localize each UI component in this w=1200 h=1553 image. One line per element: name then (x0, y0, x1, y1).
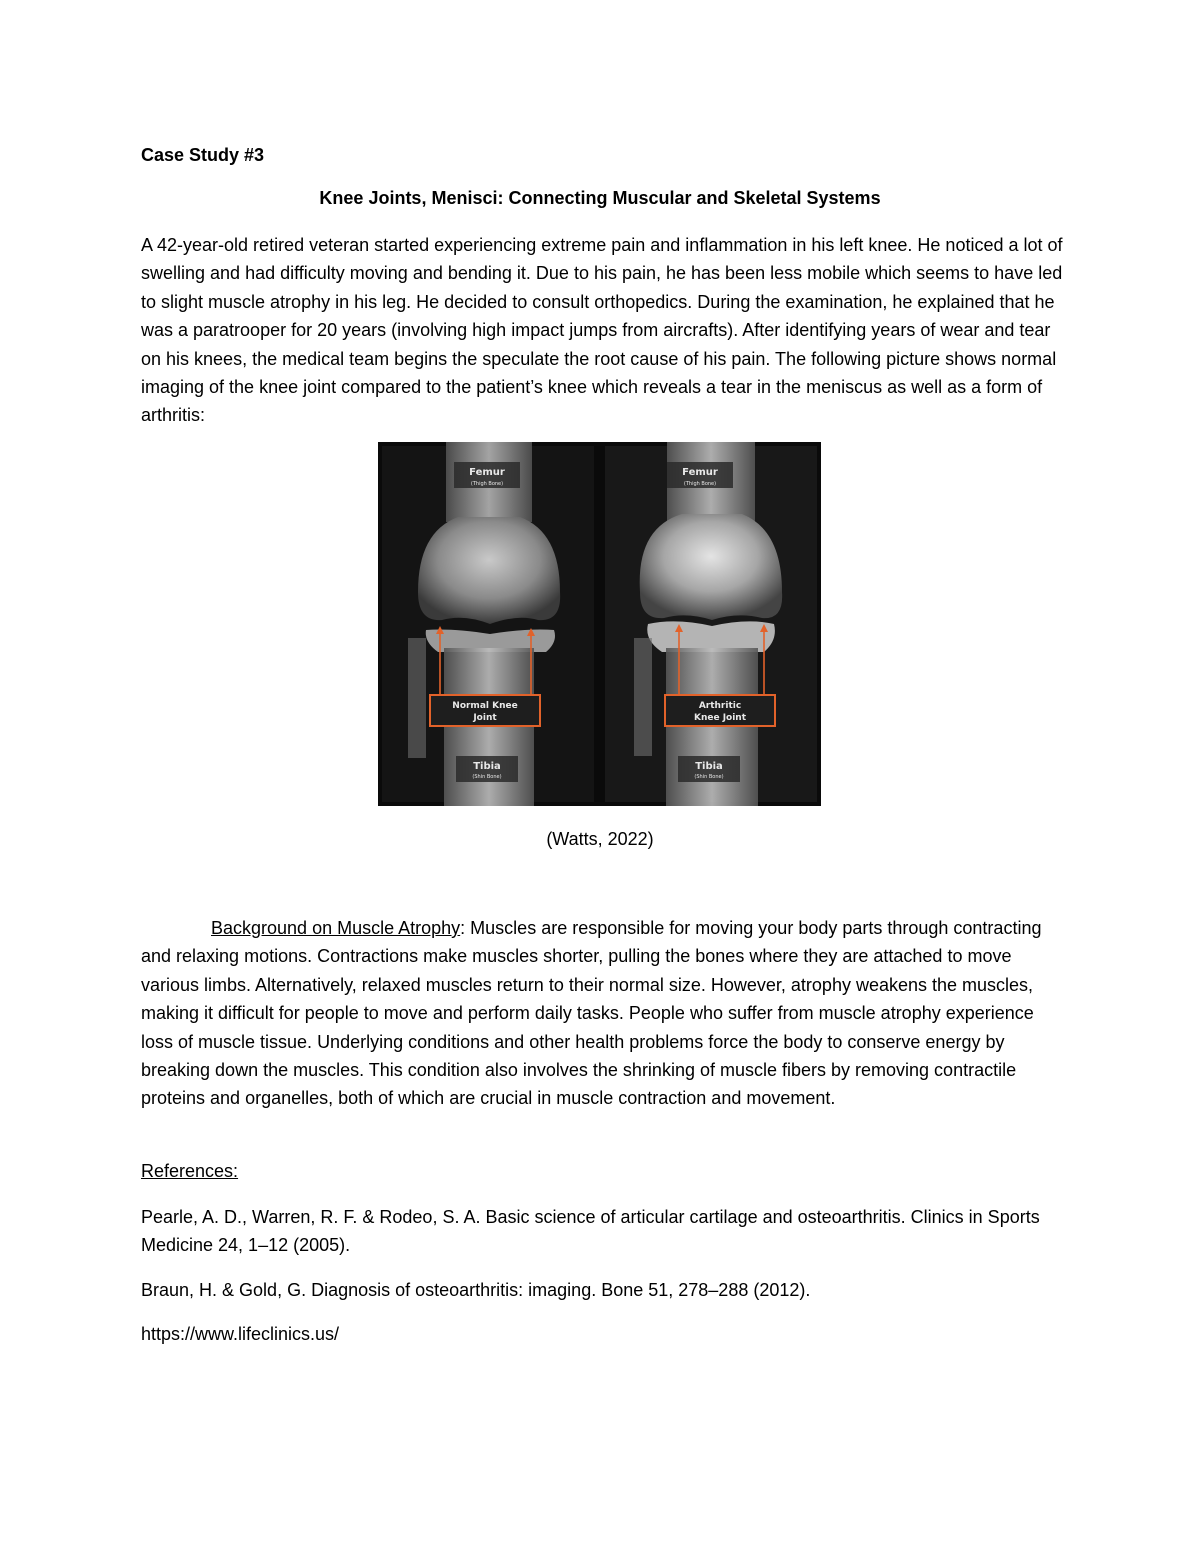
reference-item: Braun, H. & Gold, G. Diagnosis of osteoarthritis: imaging. Bone 51, 278–288 (2012). (141, 1280, 811, 1300)
svg-text:(Thigh Bone): (Thigh Bone) (470, 481, 504, 487)
svg-text:Tibia: Tibia (695, 761, 723, 772)
intro-paragraph: A 42-year-old retired veteran started experiencing extreme pain and inflammation in his left knee. He noticed a lot of swelling and had difficulty moving and bending it. Due to his pain, he has been less mobile which seems to have led to slight muscle atrophy in his leg. He decided to consult orthopedics. During the examination, he explained that he was a paratrooper for 20 years (involving high impact jumps from aircrafts). After identifying years of wear and tear on his knees, the medical team begins the speculate the root cause of his pain. The following picture shows normal imaging of the knee joint compared to the patient’s knee which reveals a tear in the meniscus as well as a form of arthritis: (141, 235, 1063, 426)
references-heading: References: (141, 1161, 239, 1181)
svg-text:Femur: Femur (682, 467, 718, 478)
right-tibia-label (678, 756, 740, 782)
svg-text:(Shin Bone): (Shin Bone) (472, 774, 502, 780)
left-joint-label (430, 695, 540, 726)
svg-text:Joint: Joint (473, 713, 497, 723)
background-heading: Background on Muscle Atrophy (211, 918, 461, 938)
svg-text:Normal Knee: Normal Knee (452, 701, 518, 711)
knee-xray-figure (378, 442, 821, 806)
left-tibia-label (456, 756, 518, 782)
case-label: Case Study #3 (141, 145, 265, 165)
background-paragraph (141, 914, 1066, 1113)
reference-item: Pearle, A. D., Warren, R. F. & Rodeo, S. A. Basic science of articular cartilage and osteoarthritis. Clinics in Sports Medicine 24, 1–12 (2005). (141, 1207, 1040, 1256)
document-title: Knee Joints, Menisci: Connecting Muscular and Skeletal Systems (319, 188, 881, 208)
background-text: Muscles are responsible for moving your body parts through contracting and relaxing motions. Contractions make muscles shorter, pulling the bones where they are attached to move various limbs. Alternatively, relaxed muscles return to their normal size. However, atrophy weakens the muscles, making it difficult for people to move and perform daily tasks. People who suffer from muscle atrophy experience loss of muscle tissue. Underlying conditions and other health problems force the body to conserve energy by breaking down the muscles. This condition also involves the shrinking of muscle fibers by removing contractile proteins and organelles, both of which are crucial in muscle contraction and movement. (141, 918, 1042, 1109)
right-joint-label (665, 695, 775, 726)
svg-text:Knee Joint: Knee Joint (693, 713, 747, 723)
background-colon: : (460, 918, 466, 938)
reference-link[interactable]: https://www.lifeclinics.us/ (141, 1324, 340, 1344)
svg-text:(Thigh Bone): (Thigh Bone) (683, 481, 717, 487)
svg-text:Arthritic: Arthritic (698, 701, 742, 711)
left-femur-label (454, 462, 520, 488)
knee-xray-image (378, 442, 821, 806)
right-femur-label (667, 462, 733, 488)
svg-text:Tibia: Tibia (473, 761, 501, 772)
svg-text:Femur: Femur (469, 467, 505, 478)
svg-text:(Shin Bone): (Shin Bone) (694, 774, 724, 780)
figure-caption: (Watts, 2022) (546, 829, 654, 849)
